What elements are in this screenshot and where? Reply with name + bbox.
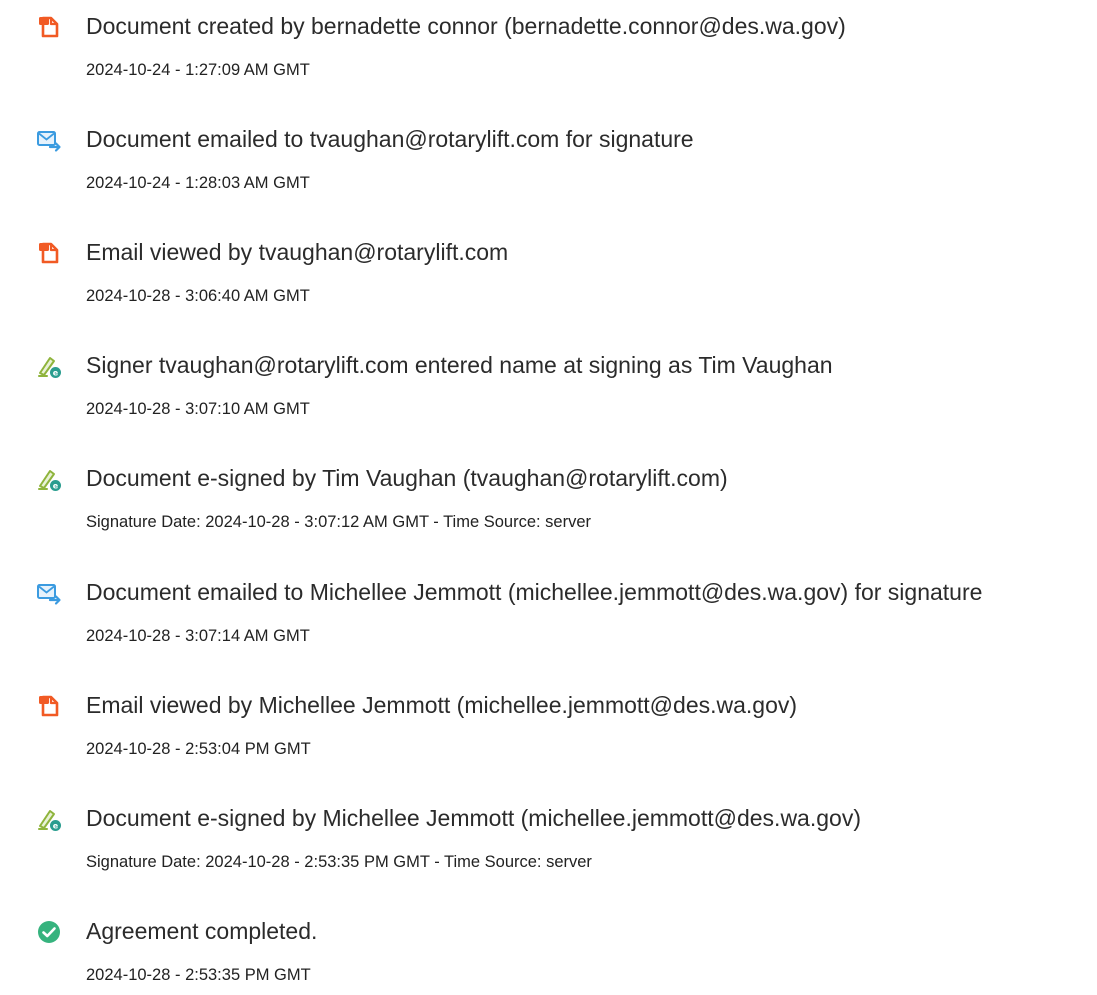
event-title: Document e-signed by Tim Vaughan (tvaughan@rotarylift.com)	[86, 465, 728, 491]
esign-pen-icon	[36, 806, 62, 832]
svg-text:e: e	[52, 481, 59, 491]
event-timestamp: 2024-10-24 - 1:28:03 AM GMT	[86, 174, 310, 192]
audit-event	[0, 452, 1097, 542]
event-title: Signer tvaughan@rotarylift.com entered name at signing as Tim Vaughan	[86, 352, 833, 378]
event-title: Document emailed to Michellee Jemmott (michellee.jemmott@des.wa.gov) for signature	[86, 579, 983, 605]
document-icon	[36, 693, 62, 719]
email-send-icon	[36, 580, 62, 606]
audit-event	[0, 905, 1097, 995]
event-title: Document e-signed by Michellee Jemmott (michellee.jemmott@des.wa.gov)	[86, 805, 861, 831]
audit-event	[0, 792, 1097, 882]
esign-pen-icon	[36, 353, 62, 379]
event-title: Email viewed by tvaughan@rotarylift.com	[86, 239, 509, 265]
event-timestamp: Signature Date: 2024-10-28 - 2:53:35 PM GMT - Time Source: server	[86, 853, 592, 871]
event-timestamp: Signature Date: 2024-10-28 - 3:07:12 AM GMT - Time Source: server	[86, 513, 592, 531]
document-icon	[36, 14, 62, 40]
event-title: Email viewed by Michellee Jemmott (michellee.jemmott@des.wa.gov)	[86, 692, 798, 718]
audit-event	[0, 113, 1097, 203]
event-timestamp: 2024-10-28 - 2:53:35 PM GMT	[86, 966, 311, 984]
event-title: Document emailed to tvaughan@rotarylift.com for signature	[86, 126, 694, 152]
event-timestamp: 2024-10-28 - 3:06:40 AM GMT	[86, 287, 310, 305]
event-title: Agreement completed.	[86, 918, 318, 944]
audit-event	[0, 679, 1097, 769]
esign-pen-icon	[36, 466, 62, 492]
document-icon	[36, 240, 62, 266]
audit-event	[0, 0, 1097, 90]
event-timestamp: 2024-10-28 - 3:07:10 AM GMT	[86, 400, 310, 418]
svg-text:e: e	[52, 368, 59, 378]
event-timestamp: 2024-10-24 - 1:27:09 AM GMT	[86, 61, 310, 79]
email-send-icon	[36, 127, 62, 153]
audit-event	[0, 339, 1097, 429]
event-title: Document created by bernadette connor (bernadette.connor@des.wa.gov)	[86, 13, 846, 39]
event-timestamp: 2024-10-28 - 3:07:14 AM GMT	[86, 627, 310, 645]
event-timestamp: 2024-10-28 - 2:53:04 PM GMT	[86, 740, 311, 758]
check-circle-icon	[36, 919, 62, 945]
audit-event	[0, 226, 1097, 316]
svg-text:e: e	[52, 821, 59, 831]
audit-event	[0, 566, 1097, 656]
